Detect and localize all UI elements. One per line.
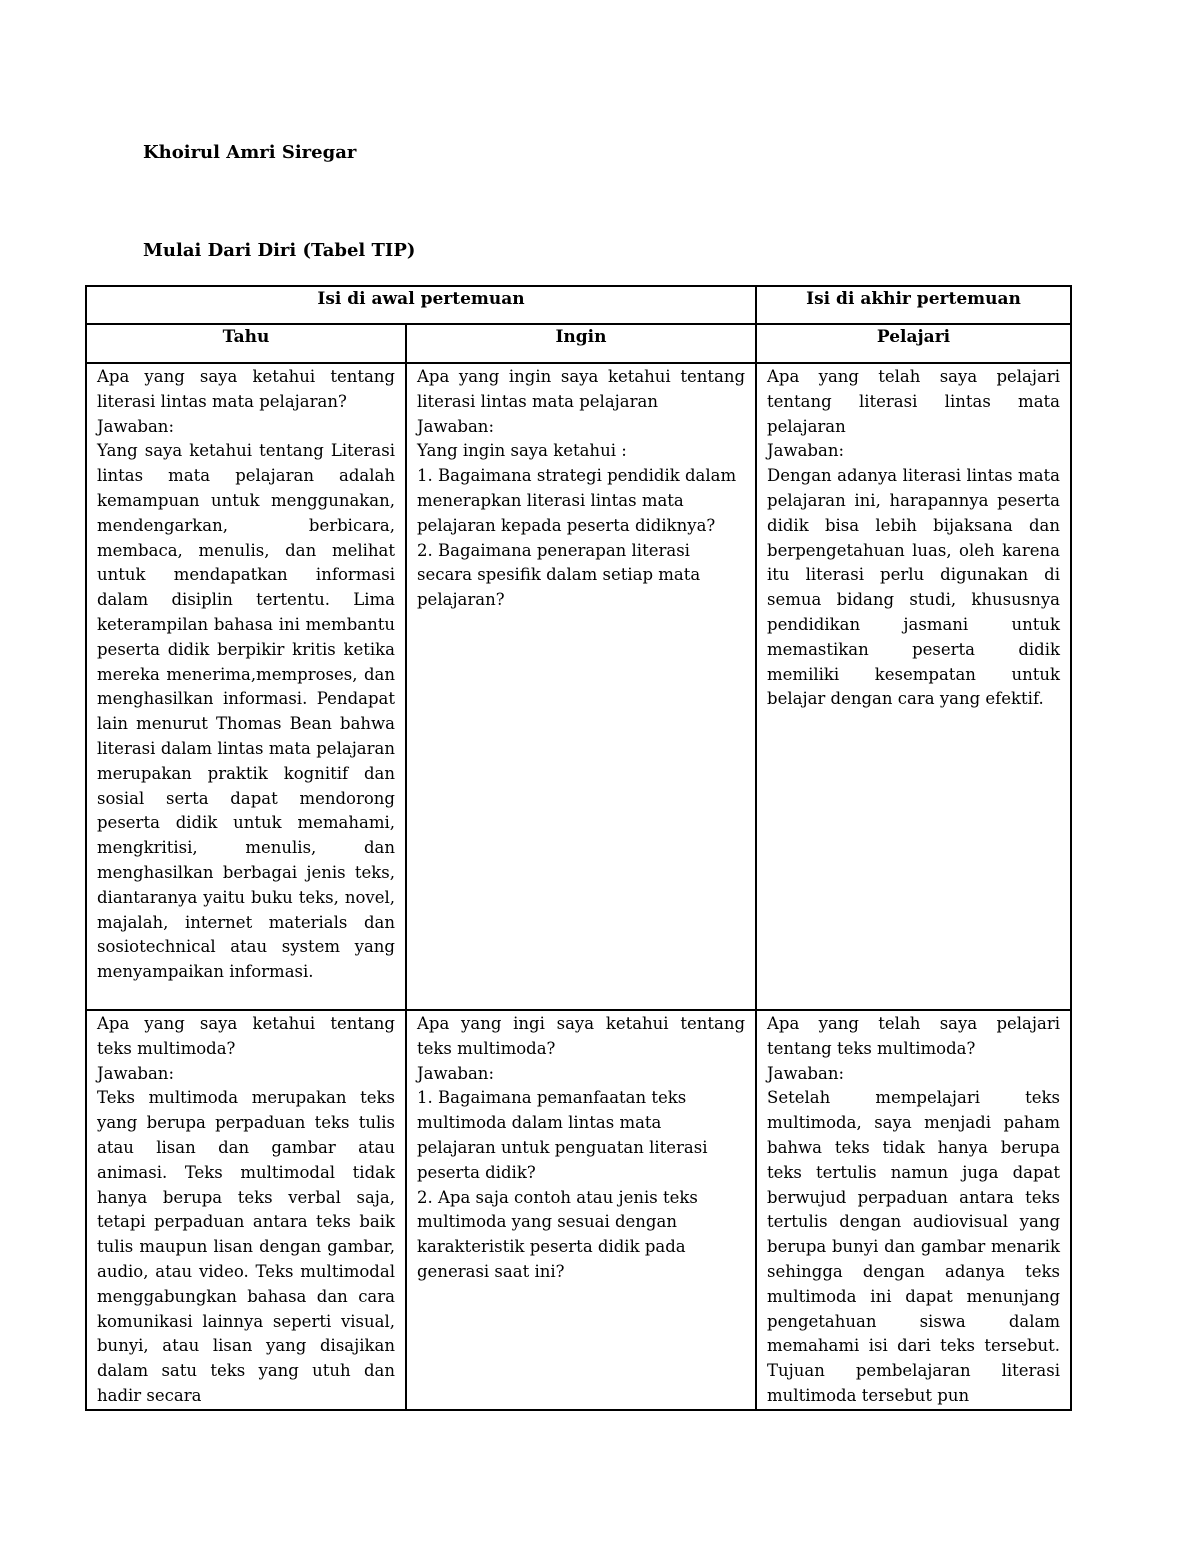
table-row bbox=[86, 1010, 1071, 1410]
cell-answer: Yang saya ketahui tentang Literasi lintas mata pelajaran adalah kemampuan untuk menggunakan, mendengarkan, berbicara, membaca, menulis, dan melihat untuk mendapatkan informasi dalam disiplin tertentu. Lima keterampilan bahasa ini membantu peserta didik berpikir kritis ketika mereka menerima,memproses, dan menghasilkan informasi. Pendapat lain menurut Thomas Bean bahwa literasi dalam lintas mata pelajaran merupakan praktik kognitif dan sosial serta dapat mendorong peserta didik untuk memahami, mengkritisi, menulis, dan menghasilkan berbagai jenis teks, diantaranya yaitu buku teks, novel, majalah, internet materials dan sosiotechnical atau system yang menyampaikan informasi. bbox=[97, 441, 395, 982]
group-header-akhir: Isi di akhir pertemuan bbox=[756, 286, 1071, 324]
cell-answer: Setelah mempelajari teks multimoda, saya menjadi paham bahwa teks tidak hanya berupa teks tertulis namun juga dapat berwujud perpaduan antara teks tertulis dengan audiovisual yang berupa bunyi dan gambar menarik sehingga dengan adanya teks multimoda ini dapat menunjang pengetahuan siswa dalam memahami isi dari teks tersebut. Tujuan pembelajaran literasi multimoda tersebut pun bbox=[767, 1088, 1061, 1405]
cell-answer-intro: Yang ingin saya ketahui : bbox=[417, 441, 627, 461]
cell-ingin bbox=[406, 1010, 756, 1410]
tip-table bbox=[85, 285, 1072, 1411]
cell-question: Apa yang ingin saya ketahui tentang literasi lintas mata pelajaran bbox=[417, 367, 746, 411]
list-item: 2. Apa saja contoh atau jenis teks multimoda yang sesuai dengan karakteristik peserta didik pada generasi saat ini? bbox=[417, 1187, 698, 1281]
cell-answer: Dengan adanya literasi lintas mata pelajaran ini, harapannya peserta didik bisa lebih bijaksana dan berpengetahuan luas, oleh karena itu literasi perlu digunakan di semua bidang studi, khususnya pendidikan jasmani untuk memastikan peserta didik memiliki kesempatan untuk belajar dengan cara yang efektif. bbox=[767, 466, 1061, 709]
column-header-tahu: Tahu bbox=[86, 324, 406, 363]
cell-question: Apa yang ingi saya ketahui tentang teks multimoda? bbox=[417, 1014, 746, 1058]
group-header-row bbox=[86, 286, 1071, 324]
cell-answer-label: Jawaban: bbox=[767, 1063, 845, 1083]
cell-answer-label: Jawaban: bbox=[417, 1063, 494, 1083]
document-heading: Mulai Dari Diri (Tabel TIP) bbox=[143, 240, 416, 261]
cell-pelajari bbox=[756, 1010, 1071, 1410]
cell-tahu bbox=[86, 363, 406, 1010]
cell-ingin bbox=[406, 363, 756, 1010]
cell-question: Apa yang telah saya pelajari tentang teks multimoda? bbox=[767, 1014, 1061, 1058]
cell-answer-label: Jawaban: bbox=[767, 441, 845, 461]
cell-pelajari bbox=[756, 363, 1071, 1010]
author-name: Khoirul Amri Siregar bbox=[143, 142, 357, 163]
cell-question: Apa yang telah saya pelajari tentang literasi lintas mata pelajaran bbox=[767, 367, 1061, 436]
cell-question: Apa yang saya ketahui tentang teks multimoda? bbox=[97, 1014, 395, 1058]
list-item: 1. Bagaimana pemanfaatan teks multimoda dalam lintas mata pelajaran untuk penguatan literasi peserta didik? bbox=[417, 1088, 708, 1182]
cell-answer: Teks multimoda merupakan teks yang berupa perpaduan teks tulis atau lisan dan gambar atau animasi. Teks multimodal tidak hanya berupa teks verbal saja, tetapi perpaduan antara teks baik tulis maupun lisan dengan gambar, audio, atau video. Teks multimodal menggabungkan bahasa dan cara komunikasi lainnya seperti visual, bunyi, atau lisan yang disajikan dalam satu teks yang utuh dan hadir secara bbox=[97, 1088, 395, 1405]
cell-question: Apa yang saya ketahui tentang literasi lintas mata pelajaran? bbox=[97, 367, 395, 411]
list-item: 2. Bagaimana penerapan literasi secara spesifik dalam setiap mata pelajaran? bbox=[417, 540, 701, 610]
column-header-pelajari: Pelajari bbox=[756, 324, 1071, 363]
cell-answer-label: Jawaban: bbox=[97, 1063, 174, 1083]
column-header-row bbox=[86, 324, 1071, 363]
cell-answer-label: Jawaban: bbox=[417, 416, 494, 436]
table-row bbox=[86, 363, 1071, 1010]
cell-tahu bbox=[86, 1010, 406, 1410]
column-header-ingin: Ingin bbox=[406, 324, 756, 363]
group-header-awal: Isi di awal pertemuan bbox=[86, 286, 756, 324]
cell-answer-label: Jawaban: bbox=[97, 416, 174, 436]
list-item: 1. Bagaimana strategi pendidik dalam menerapkan literasi lintas mata pelajaran kepada peserta didiknya? bbox=[417, 466, 737, 535]
